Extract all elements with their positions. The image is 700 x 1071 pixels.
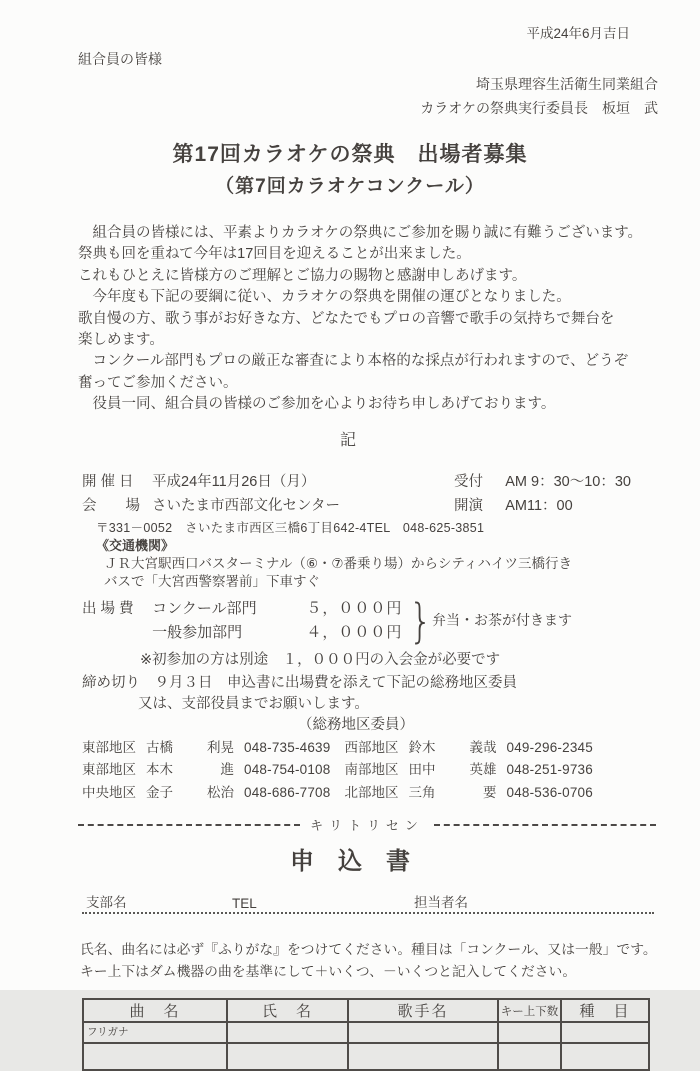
table-header-row — [83, 999, 649, 1022]
body-line: コンクール部門もプロの厳正な審査により本格的な採点が行われますので、どうぞ — [78, 353, 629, 370]
deadline-line: 又は、支部役員までお願いします。 — [138, 695, 369, 712]
sender-organization: 埼玉県理容生活衛生同業組合 — [476, 76, 658, 92]
committee-given-name: 義哉 — [469, 739, 497, 755]
body-line: 役員一同、組合員の皆様のご参加を心よりお待ち申しあげております。 — [78, 396, 556, 413]
branch-name-label: 支部名 — [86, 895, 127, 911]
application-table — [82, 998, 650, 1071]
body-line: 今年度も下記の要綱に従い、カラオケの祭典を開催の運びとなりました。 — [78, 289, 571, 306]
cut-line-label: キリトリセン — [310, 818, 424, 834]
transport-line: ＪＲ大宮駅西口バスターミナル（⑥・⑦番乗り場）からシティハイツ三橋行き — [104, 555, 572, 571]
committee-row — [82, 782, 700, 805]
fee-category: コンクール部門 — [152, 599, 257, 617]
committee-phone: 048-251-9736 — [506, 762, 593, 778]
fee-row-contest — [82, 597, 700, 621]
empty-cell — [348, 1043, 498, 1070]
committee-row — [82, 737, 700, 760]
fee-extra-note: ※初参加の方は別途 １，０００円の入会金が必要です — [140, 651, 501, 668]
committee-entry — [344, 782, 592, 805]
committee-header: （総務地区委員） — [298, 716, 414, 733]
body-line: 奮ってご参加ください。 — [78, 374, 238, 391]
col-header-song-title: 曲 名 — [83, 999, 227, 1022]
issue-date: 平成24年6月吉日 — [526, 26, 630, 41]
event-date-row — [82, 470, 700, 494]
fees-block — [82, 593, 700, 648]
tel-label: TEL — [232, 896, 257, 912]
venue-label: 会 場 — [82, 497, 140, 514]
empty-cell — [498, 1043, 561, 1070]
committee-entry — [344, 759, 592, 782]
committee-list — [82, 737, 700, 805]
body-line: 組合員の皆様には、平素よりカラオケの祭典にご参加を賜り誠に有難うございます。 — [78, 225, 643, 241]
page-subtitle: （第7回カラオケコンクール） — [215, 176, 485, 197]
reception-label: 受付 — [454, 473, 483, 490]
committee-family-name: 本木 — [146, 762, 173, 778]
committee-region: 東部地区 — [82, 739, 136, 755]
cut-line — [78, 815, 656, 834]
body-line: 楽しめます。 — [78, 332, 164, 349]
committee-row — [82, 759, 700, 782]
fee-category: 一般参加部門 — [152, 623, 243, 641]
body-paragraphs — [78, 223, 664, 416]
committee-family-name: 田中 — [408, 762, 436, 778]
committee-entry — [82, 782, 330, 805]
col-header-category: 種 目 — [561, 999, 649, 1022]
fee-amount: ５，０００円 — [306, 599, 403, 617]
event-date-label: 開 催 日 — [82, 473, 134, 490]
committee-family-name: 鈴木 — [408, 739, 436, 755]
details-section — [82, 470, 700, 805]
opening-info — [454, 494, 573, 518]
committee-given-name: 利晃 — [207, 739, 234, 755]
empty-cell — [561, 1022, 649, 1043]
body-line: 祭典も回を重ねて今年は17回目を迎えることが出来ました。 — [78, 246, 471, 263]
cut-dashes — [434, 824, 656, 826]
opening-label: 開演 — [454, 497, 483, 514]
furigana-cell: フリガナ — [83, 1022, 227, 1043]
committee-given-name: 松治 — [207, 784, 234, 800]
fee-row-general — [82, 621, 700, 644]
application-form-title: 申 込 書 — [290, 848, 410, 876]
venue-address: 〒331－0052 さいたま市西区三橋6丁目642-4TEL 048-625-3851 — [96, 520, 485, 535]
committee-phone: 048-735-4639 — [244, 739, 331, 755]
committee-entry — [82, 759, 330, 782]
venue-row — [82, 494, 700, 518]
furigana-row — [83, 1022, 649, 1043]
empty-cell — [561, 1043, 649, 1070]
empty-cell — [348, 1022, 498, 1043]
brace-glyph: } — [408, 593, 433, 648]
salutation: 組合員の皆様 — [78, 51, 162, 67]
committee-region: 中央地区 — [82, 784, 136, 800]
committee-phone: 048-686-7708 — [244, 784, 331, 800]
col-header-singer: 歌手名 — [348, 999, 498, 1022]
reception-time: AM 9：30～10：30 — [505, 473, 631, 490]
body-line: 歌自慢の方、歌う事がお好きな方、どなたでもプロの音響で歌手の気持ちで舞台を — [78, 310, 615, 327]
note-line: 氏名、曲名には必ず『ふりがな』をつけてください。種目は「コンクール、又は一般」です。 — [80, 942, 657, 958]
empty-cell — [498, 1022, 561, 1043]
committee-entry — [82, 737, 330, 760]
committee-given-name: 要 — [482, 784, 497, 800]
col-header-name: 氏 名 — [227, 999, 348, 1022]
empty-cell — [227, 1043, 348, 1070]
record-marker: 記 — [339, 431, 360, 449]
committee-phone: 049-296-2345 — [506, 739, 593, 755]
empty-cell — [227, 1022, 348, 1043]
entry-row — [83, 1043, 649, 1070]
committee-region: 東部地区 — [82, 762, 136, 778]
deadline-line: 締め切り ９月３日 申込書に出場費を添えて下記の総務地区委員 — [82, 674, 517, 691]
body-line: これもひとえに皆様方のご理解とご協力の賜物と感謝申しあげます。 — [78, 267, 527, 284]
sender-chairperson: カラオケの祭典実行委員長 板垣 武 — [420, 100, 658, 116]
committee-region: 西部地区 — [344, 739, 399, 755]
committee-given-name: 進 — [220, 762, 234, 778]
cut-dashes — [78, 824, 300, 826]
committee-phone: 048-754-0108 — [244, 762, 331, 778]
committee-given-name: 英雄 — [469, 762, 497, 778]
committee-family-name: 古橋 — [146, 739, 173, 755]
fee-amount: ４，０００円 — [306, 623, 403, 641]
event-date-value: 平成24年11月26日（月） — [152, 473, 316, 490]
venue-value: さいたま市西部文化センター — [152, 497, 340, 514]
committee-region: 北部地区 — [344, 784, 399, 800]
committee-family-name: 金子 — [146, 784, 173, 800]
committee-phone: 048-536-0706 — [506, 784, 593, 800]
application-header-line — [82, 889, 654, 914]
transport-line: バスで「大宮西警察署前」下車すぐ — [104, 574, 320, 590]
page-title: 第17回カラオケの祭典 出場者募集 — [172, 143, 528, 166]
committee-family-name: 三角 — [408, 784, 436, 800]
transport-header: 《交通機関》 — [96, 537, 175, 553]
contact-person-label: 担当者名 — [414, 895, 468, 911]
application-notes — [80, 939, 700, 982]
empty-cell — [83, 1043, 227, 1070]
opening-time: AM11：00 — [505, 497, 573, 514]
fee-label: 出 場 費 — [82, 600, 134, 617]
note-line: キー上下はダム機器の曲を基準にして＋いくつ、－いくつと記入してください。 — [80, 963, 577, 979]
committee-region: 南部地区 — [344, 762, 399, 778]
col-header-key-shift: キー上下数 — [498, 999, 561, 1022]
fee-side-note: 弁当・お茶が付きます — [432, 611, 572, 628]
reception-info — [454, 470, 631, 494]
committee-entry — [344, 737, 592, 760]
